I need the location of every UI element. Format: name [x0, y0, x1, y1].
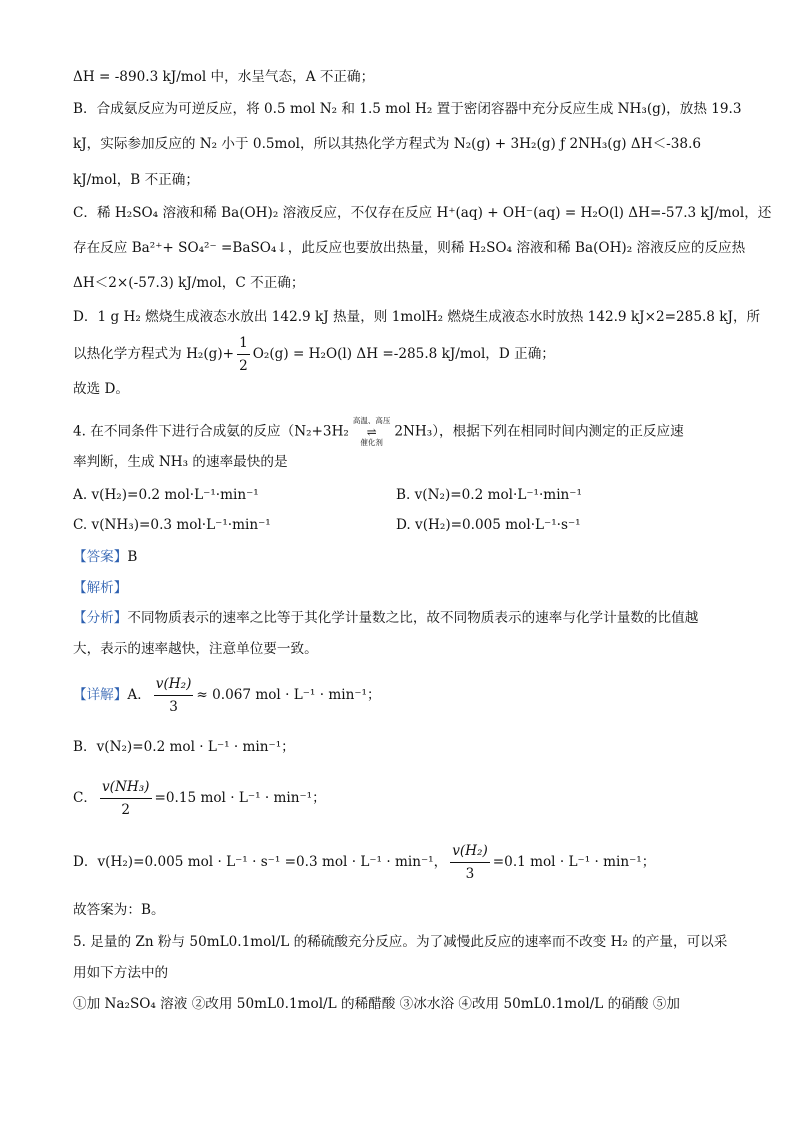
solution-line: 存在反应 Ba²⁺+ SO₄²⁻ =BaSO₄↓，此反应也要放出热量，则稀 H₂SO₄ 溶液和稀 Ba(OH)₂ 溶液反应的反应热 — [73, 240, 746, 256]
fraction — [154, 675, 194, 716]
fraction-denominator: 3 — [169, 699, 178, 715]
solution-line-fraction — [73, 334, 555, 375]
solution-line: kJ/mol，B 不正确； — [73, 172, 199, 188]
solution-conclusion: 故选 D。 — [73, 381, 130, 397]
analysis-text: 不同物质表示的速率之比等于其化学计量数之比，故不同物质表示的速率与化学计量数的比值越 — [127, 610, 699, 626]
fraction — [450, 842, 490, 883]
reaction-conditions — [353, 416, 391, 448]
solution-line: C．稀 H₂SO₄ 溶液和稀 Ba(OH)₂ 溶液反应，不仅存在反应 H⁺(aq) + OH⁻(aq) = H₂O(l) ΔH=-57.3 kJ/mol，还 — [73, 205, 772, 221]
fraction-numerator: v(NH₃) — [102, 779, 150, 795]
fraction-denominator: 3 — [465, 866, 475, 882]
equation-text: 以热化学方程式为 H₂(g)+ — [73, 346, 235, 362]
fraction-numerator: 1 — [239, 335, 248, 351]
question-text: 4. 在不同条件下进行合成氨的反应（N₂+3H₂ — [73, 423, 349, 440]
detail-label: 【详解】 — [73, 687, 128, 703]
detail-line-b: B．v(N₂)=0.2 mol · L⁻¹ · min⁻¹； — [73, 739, 295, 755]
detail-text: A． — [127, 687, 151, 703]
fraction-bar — [154, 695, 194, 696]
answer-line — [73, 547, 137, 567]
fraction-bar — [450, 862, 490, 863]
detail-text: C． — [73, 790, 97, 806]
fraction-bar — [237, 354, 250, 355]
option-d: D. v(H₂)=0.005 mol·L⁻¹·s⁻¹ — [396, 517, 581, 533]
reversible-arrow-icon: ⇌ — [366, 425, 377, 439]
fraction — [100, 778, 152, 819]
analysis-line: 大，表示的速率越快，注意单位要一致。 — [73, 641, 318, 657]
fraction-denominator: 2 — [121, 802, 131, 818]
option-c: C. v(NH₃)=0.3 mol·L⁻¹·min⁻¹ — [73, 517, 271, 533]
analysis-sub-label: 【分析】 — [73, 610, 128, 626]
question-5-options: ①加 Na₂SO₄ 溶液 ②改用 50mL0.1mol/L 的稀醋酸 ③冰水浴 ④改用 50mL0.1mol/L 的硝酸 ⑤加 — [73, 996, 680, 1012]
condition-bottom: 催化剂 — [360, 438, 383, 447]
solution-line: ΔH = -890.3 kJ/mol 中，水呈气态，A 不正确； — [73, 69, 375, 85]
detail-text: =0.15 mol · L⁻¹ · min⁻¹； — [154, 790, 326, 806]
answer-value: B — [127, 549, 138, 565]
question-4-stem: 率判断，生成 NH₃ 的速率最快的是 — [73, 454, 288, 470]
detail-line-c — [73, 778, 326, 819]
question-5-stem: 用如下方法中的 — [73, 965, 169, 981]
detail-text: D．v(H₂)=0.005 mol · L⁻¹ · s⁻¹ =0.3 mol · L⁻¹ · min⁻¹， — [73, 854, 448, 870]
detail-line-d — [73, 842, 655, 883]
solution-line: ΔH＜2×(-57.3) kJ/mol，C 不正确； — [73, 275, 305, 291]
detail-text: =0.1 mol · L⁻¹ · min⁻¹； — [492, 854, 656, 870]
fraction-numerator: v(H₂) — [155, 676, 192, 692]
question-5-stem: 5. 足量的 Zn 粉与 50mL0.1mol/L 的稀硫酸充分反应。为了减慢此反应的速率而不改变 H₂ 的产量，可以采 — [73, 934, 728, 950]
equation-text: O₂(g) = H₂O(l) ΔH =-285.8 kJ/mol，D 正确； — [252, 346, 555, 362]
solution-line: B．合成氨反应为可逆反应，将 0.5 mol N₂ 和 1.5 mol H₂ 置于密闭容器中充分反应生成 NH₃(g)，放热 19.3 — [73, 101, 742, 117]
fraction — [237, 334, 250, 375]
fraction-denominator: 2 — [239, 358, 248, 374]
analysis-label: 【解析】 — [73, 580, 128, 596]
fraction-numerator: v(H₂) — [452, 843, 488, 859]
question-text: 2NH₃），根据下列在相同时间内测定的正反应速 — [394, 423, 684, 440]
solution-line: D．1 g H₂ 燃烧生成液态水放出 142.9 kJ 热量，则 1molH₂ 燃烧生成液态水时放热 142.9 kJ×2=285.8 kJ，所 — [73, 309, 761, 325]
answer-label: 【答案】 — [73, 549, 128, 565]
detail-line-a — [73, 675, 381, 716]
detail-text: ≈ 0.067 mol · L⁻¹ · min⁻¹； — [196, 687, 381, 703]
option-a: A. v(H₂)=0.2 mol·L⁻¹·min⁻¹ — [73, 487, 259, 503]
solution-line: kJ，实际参加反应的 N₂ 小于 0.5mol，所以其热化学方程式为 N₂(g) + 3H₂(g) ƒ 2NH₃(g) ΔH＜-38.6 — [73, 136, 702, 152]
fraction-bar — [100, 798, 152, 799]
question-4-stem — [73, 416, 684, 448]
condition-top: 高温、高压 — [352, 416, 391, 425]
detail-conclusion: 故答案为：B。 — [73, 902, 165, 918]
option-b: B. v(N₂)=0.2 mol·L⁻¹·min⁻¹ — [396, 487, 582, 503]
analysis-line — [73, 608, 698, 628]
